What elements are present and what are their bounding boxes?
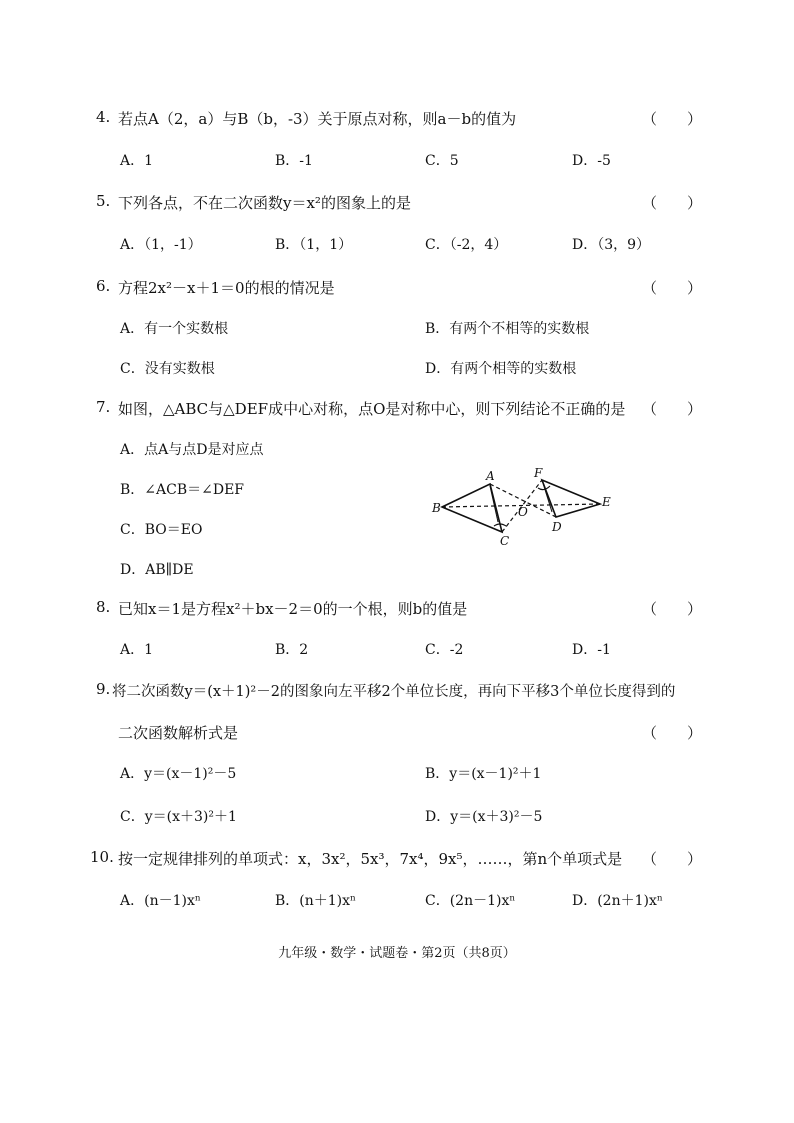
option-a: A．（1，-1） [120,237,202,253]
question-stem: 已知x＝1是方程x²＋bx－2＝0的一个根，则b的值是 [118,600,468,618]
option-c: C．(2n－1)xⁿ [425,893,516,909]
symmetry-figure [420,462,620,552]
option-d: D．y＝(x＋3)²－5 [425,809,543,825]
question-9 [0,680,794,704]
options-row [0,639,794,663]
option-c: C．-2 [425,642,464,658]
answer-blank: （ ） [642,110,703,128]
question-9-cont [0,722,794,746]
answer-blank: （ ） [642,279,703,297]
label-c: C [500,534,510,548]
option-c: C．y＝(x＋3)²＋1 [120,809,237,825]
option-d: D．（3，9） [572,237,651,253]
option-d: D．-1 [572,642,611,658]
segment-ac-inner [490,486,498,522]
label-a: A [486,469,495,483]
option-b: B．-1 [275,153,313,169]
question-stem: 按一定规律排列的单项式：x，3x²，5x³，7x⁴，9x⁵，……，第n个单项式是 [118,850,623,868]
question-number: 8. [96,598,111,616]
options-row [0,806,794,830]
option-c: C．（-2，4） [425,237,508,253]
question-number: 10. [90,848,114,866]
option-d: D．-5 [572,153,611,169]
question-7 [0,398,794,422]
option-a: A．有一个实数根 [120,321,229,337]
page-footer: 九年级・数学・试题卷・第2页（共8页） [278,946,516,961]
option-c: C．BO＝EO [120,522,203,538]
question-stem: 下列各点，不在二次函数y＝x²的图象上的是 [118,194,411,212]
answer-blank: （ ） [642,600,703,618]
label-b: B [432,501,441,515]
option-b: B．2 [275,642,309,658]
question-stem: 若点A（2，a）与B（b，-3）关于原点对称，则a－b的值为 [118,110,517,128]
options-row [0,358,794,382]
question-6 [0,277,794,301]
question-10 [0,848,794,872]
question-number: 7. [96,398,111,416]
options-row [0,890,794,914]
answer-blank: （ ） [642,194,703,212]
options-row [0,559,794,583]
question-stem: 如图，△ABC与△DEF成中心对称，点O是对称中心，则下列结论不正确的是 [118,400,626,418]
options-row [0,763,794,787]
question-number: 5. [96,192,111,210]
question-number: 4. [96,108,111,126]
option-b: B．∠ACB＝∠DEF [120,482,245,498]
option-c: C．5 [425,153,459,169]
triangle-abc [442,484,502,532]
options-row [0,519,794,543]
label-e: E [602,495,611,509]
option-a: A．点A与点D是对应点 [120,442,264,458]
question-stem: 将二次函数y＝(x＋1)²－2的图象向左平移2个单位长度，再向下平移3个单位长度得到的 [112,684,676,700]
triangle-def [542,480,600,517]
options-row [0,234,794,258]
option-b: B．（1，1） [275,237,353,253]
answer-blank: （ ） [642,850,703,868]
option-d: D．AB∥DE [120,562,194,578]
question-4 [0,108,794,132]
label-f: F [534,466,543,480]
label-o: O [518,505,528,519]
option-a: A．(n－1)xⁿ [120,893,201,909]
option-b: B．(n＋1)xⁿ [275,893,357,909]
answer-blank: （ ） [642,724,703,742]
option-b: B．y＝(x－1)²＋1 [425,766,542,782]
option-b: B．有两个不相等的实数根 [425,321,590,337]
option-a: A．y＝(x－1)²－5 [120,766,237,782]
options-row [0,150,794,174]
question-5 [0,192,794,216]
option-c: C．没有实数根 [120,361,215,377]
label-d: D [552,520,562,534]
option-d: D．有两个相等的实数根 [425,361,577,377]
option-d: D．(2n＋1)xⁿ [572,893,663,909]
question-number: 6. [96,277,111,295]
question-stem-continued: 二次函数解析式是 [118,724,239,742]
answer-blank: （ ） [642,400,703,418]
question-number: 9. [96,680,111,698]
options-row [0,318,794,342]
question-stem: 方程2x²－x＋1＝0的根的情况是 [118,279,335,297]
option-a: A．1 [120,642,154,658]
option-a: A．1 [120,153,154,169]
question-8 [0,598,794,622]
options-row [0,479,794,503]
segment-fd-inner [542,480,552,512]
options-row [0,439,794,463]
